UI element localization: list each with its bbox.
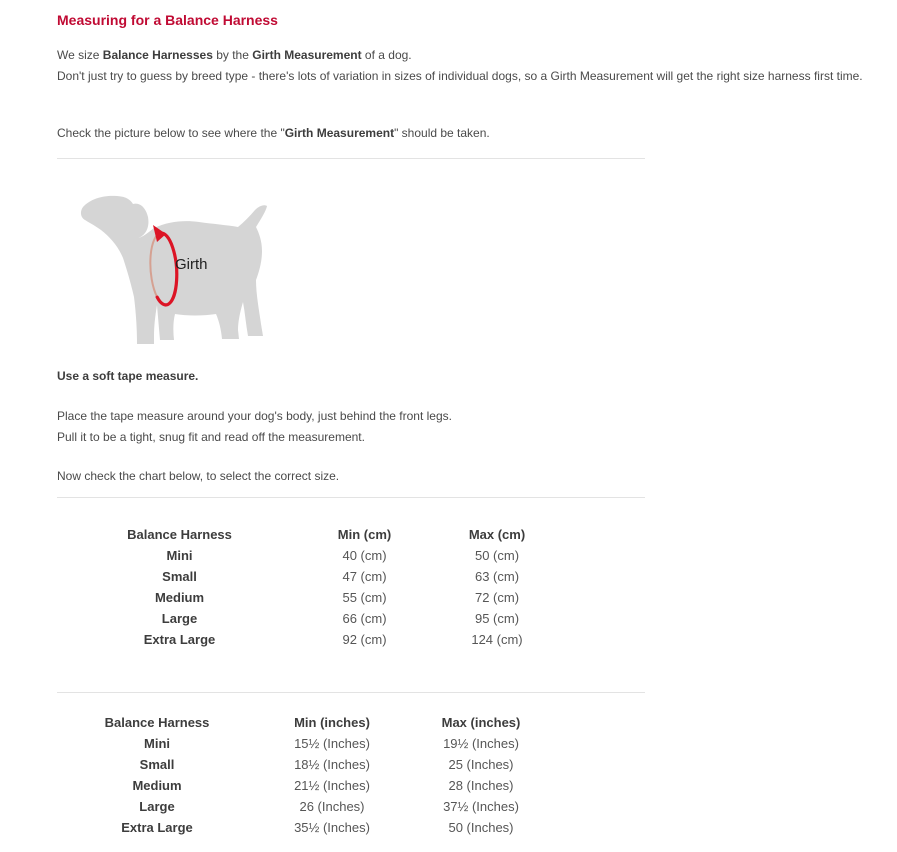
- min-cell: 35½ (Inches): [294, 820, 370, 835]
- table-row: [57, 817, 555, 838]
- dog-silhouette: [81, 196, 267, 344]
- min-cell: 26 (Inches): [299, 799, 365, 814]
- column-header-size: Balance Harness: [127, 527, 232, 542]
- girth-diagram-figure: [57, 179, 645, 364]
- intro-line-2: Don't just try to guess by breed type - there's lots of variation in sizes of individual dogs, so a Girth Measurement will get the right size harness first time.: [57, 69, 863, 83]
- divider-bottom: [57, 692, 645, 693]
- girth-diagram-image: [57, 179, 645, 364]
- divider-top: [57, 158, 645, 159]
- column-header-max-inches: Max (inches): [441, 715, 521, 730]
- size-cell: Small: [162, 569, 197, 584]
- size-cell: Extra Large: [121, 820, 193, 835]
- max-cell: 63 (cm): [474, 569, 520, 584]
- min-cell: 92 (cm): [342, 632, 387, 647]
- max-cell: 25 (Inches): [448, 757, 514, 772]
- size-table-cm: [57, 524, 567, 650]
- min-cell: 55 (cm): [342, 590, 387, 605]
- measuring-steps: [57, 406, 897, 448]
- table-row: [57, 775, 555, 796]
- min-cell: 66 (cm): [342, 611, 387, 626]
- max-cell: 72 (cm): [474, 590, 520, 605]
- intro-bold-girth-measurement: Girth Measurement: [252, 48, 362, 62]
- size-cell: Medium: [132, 778, 182, 793]
- column-header-min-inches: Min (inches): [294, 715, 370, 730]
- tape-measure-note: Use a soft tape measure.: [57, 369, 199, 383]
- min-cell: 47 (cm): [342, 569, 387, 584]
- picture-note-bold-girth-measurement: Girth Measurement: [284, 126, 395, 140]
- intro-text-3: of a dog.: [361, 48, 412, 62]
- min-cell: 21½ (Inches): [294, 778, 370, 793]
- intro-bold-balance-harnesses: Balance Harnesses: [102, 48, 213, 62]
- min-cell: 40 (cm): [342, 548, 387, 563]
- size-table-inches: [57, 712, 555, 838]
- table-row: [57, 629, 567, 650]
- max-cell: 50 (Inches): [448, 820, 514, 835]
- table-row: [57, 566, 567, 587]
- table-row: [57, 545, 567, 566]
- intro-paragraph: [57, 45, 892, 87]
- max-cell: 95 (cm): [474, 611, 520, 626]
- table-row: [57, 608, 567, 629]
- size-cell: Extra Large: [143, 632, 216, 647]
- chart-note: Now check the chart below, to select the correct size.: [57, 469, 340, 483]
- table-row: [57, 796, 555, 817]
- column-header-max-cm: Max (cm): [468, 527, 526, 542]
- table-row: [57, 754, 555, 775]
- size-cell: Large: [139, 799, 175, 814]
- max-cell: 124 (cm): [471, 632, 523, 647]
- max-cell: 37½ (Inches): [443, 799, 519, 814]
- page-title: Measuring for a Balance Harness: [57, 12, 278, 28]
- picture-note: [57, 123, 897, 144]
- table-header-row: [57, 712, 555, 733]
- step-2: Pull it to be a tight, snug fit and read off the measurement.: [57, 430, 365, 444]
- intro-text-2: by the: [212, 48, 253, 62]
- size-cell: Large: [161, 611, 198, 626]
- intro-text-1: We size: [57, 48, 103, 62]
- min-cell: 15½ (Inches): [294, 736, 370, 751]
- size-cell: Small: [139, 757, 175, 772]
- size-cell: Mini: [166, 548, 193, 563]
- max-cell: 28 (Inches): [448, 778, 514, 793]
- size-cell: Mini: [144, 736, 170, 751]
- picture-note-text-2: " should be taken.: [394, 126, 490, 140]
- girth-label: Girth: [175, 256, 208, 273]
- column-header-min-cm: Min (cm): [337, 527, 392, 542]
- table-row: [57, 733, 555, 754]
- column-header-size: Balance Harness: [104, 715, 210, 730]
- table-row: [57, 587, 567, 608]
- min-cell: 18½ (Inches): [294, 757, 370, 772]
- table-header-row: [57, 524, 567, 545]
- max-cell: 19½ (Inches): [443, 736, 519, 751]
- divider-middle: [57, 497, 645, 498]
- step-1: Place the tape measure around your dog's body, just behind the front legs.: [57, 409, 452, 423]
- max-cell: 50 (cm): [474, 548, 520, 563]
- size-cell: Medium: [154, 590, 205, 605]
- picture-note-text-1: Check the picture below to see where the ": [57, 126, 285, 140]
